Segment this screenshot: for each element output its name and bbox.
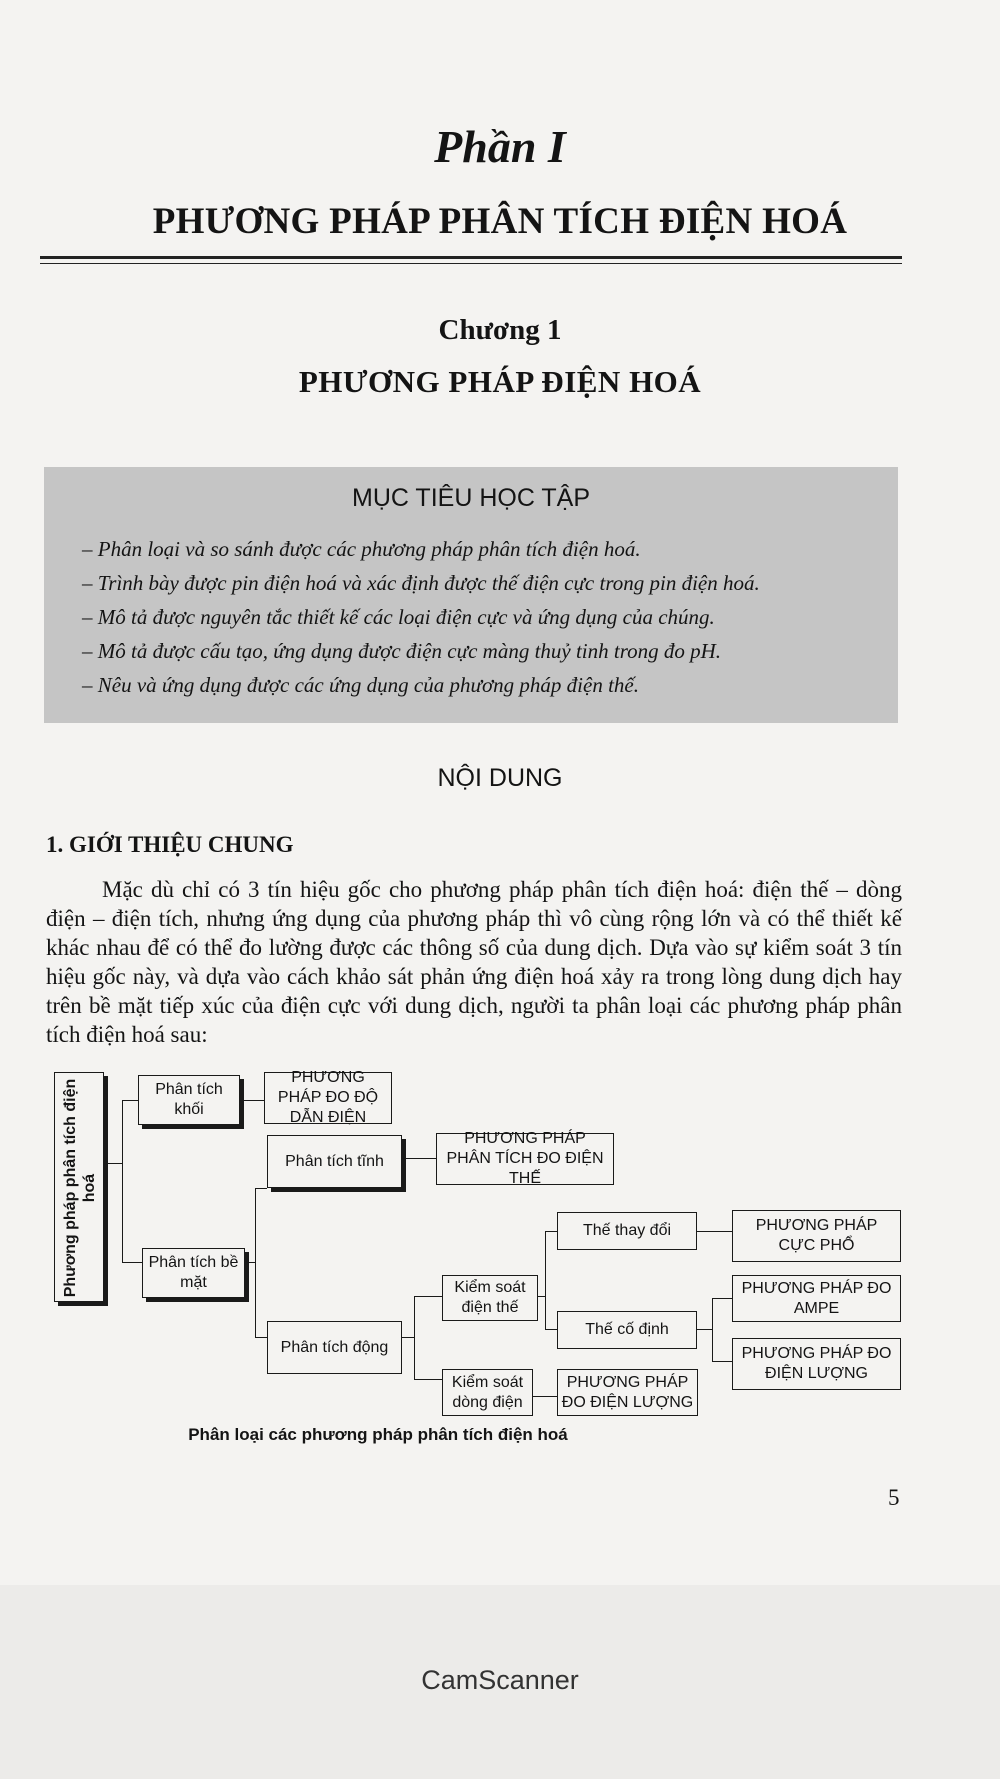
objectives-heading: MỤC TIÊU HỌC TẬP [352, 484, 590, 512]
objective-item: – Phân loại và so sánh được các phương pháp phân tích điện hoá. [82, 537, 641, 561]
connector [712, 1298, 732, 1299]
part-title: PHƯƠNG PHÁP PHÂN TÍCH ĐIỆN HOÁ [152, 201, 848, 242]
connector [545, 1329, 557, 1330]
coulometry-box-right: PHƯƠNG PHÁP ĐO ĐIỆN LƯỢNG [732, 1338, 901, 1390]
connector [414, 1379, 442, 1380]
section-heading: 1. GIỚI THIỆU CHUNG [46, 832, 294, 857]
connector [697, 1231, 732, 1232]
content-heading: NỘI DUNG [437, 764, 563, 792]
amperometry-box: PHƯƠNG PHÁP ĐO AMPE [732, 1275, 901, 1322]
connector [414, 1296, 442, 1297]
objective-item: – Trình bày được pin điện hoá và xác định được thế điện cực trong pin điện hoá. [82, 571, 760, 595]
connector [402, 1158, 436, 1159]
connector [255, 1188, 267, 1189]
diagram-caption: Phân loại các phương pháp phân tích điện hoá [188, 1425, 568, 1444]
connector [255, 1188, 256, 1337]
connector [402, 1337, 414, 1338]
objective-item: – Nêu và ứng dụng được các ứng dụng của phương pháp điện thế. [82, 673, 639, 697]
connector [240, 1100, 264, 1101]
connector [255, 1337, 267, 1338]
potential-control-box: Kiểm soát điện thế [442, 1275, 538, 1321]
part-label: Phần I [434, 121, 566, 172]
surface-analysis-box: Phân tích bề mặt [142, 1248, 245, 1298]
current-control-box: Kiểm soát dòng điện [442, 1369, 533, 1416]
connector [245, 1262, 255, 1263]
objective-item: – Mô tả được cấu tạo, ứng dụng được điện cực màng thuỷ tinh trong đo pH. [82, 639, 722, 663]
intro-paragraph: Mặc dù chỉ có 3 tín hiệu gốc cho phương pháp phân tích điện hoá: điện thế – dòng điện – điện tích, nhưng ứng dụng của phương pháp thì vô cùng rộng lớn và có thể thiết kế khác nhau để có thể đo lường được các thông số của dung dịch. Dựa vào sự kiểm soát 3 tín hiệu gốc này, và dựa vào cách khảo sát phản ứng điện hoá xảy ra trong lòng dung dịch hay trên bề mặt tiếp xúc của điện cực với dung dịch, người ta phân loại các phương pháp phân tích điện hoá sau: [46, 877, 902, 1047]
connector [122, 1100, 123, 1262]
connector [712, 1361, 732, 1362]
connector [533, 1396, 557, 1397]
conductometry-box: PHƯƠNG PHÁP ĐO ĐỘ DẪN ĐIỆN [264, 1072, 392, 1124]
camscanner-watermark: CamScanner [421, 1665, 579, 1695]
fixed-potential-box: Thế cố định [557, 1311, 697, 1349]
chapter-title: PHƯƠNG PHÁP ĐIỆN HOÁ [298, 364, 702, 399]
diagram-root-box [54, 1072, 104, 1302]
connector [697, 1329, 712, 1330]
polarography-box: PHƯƠNG PHÁP CỰC PHỔ [732, 1210, 901, 1262]
connector [414, 1296, 415, 1379]
diagram-root-label: Phương pháp phân tích điện hoá [62, 1078, 98, 1298]
potentiometry-box: PHƯƠNG PHÁP PHÂN TÍCH ĐO ĐIỆN THẾ [436, 1133, 614, 1185]
page-number: 5 [888, 1485, 900, 1510]
static-analysis-box: Phân tích tĩnh [267, 1135, 402, 1188]
variable-potential-box: Thế thay đổi [557, 1212, 697, 1250]
coulometry-box-left: PHƯƠNG PHÁP ĐO ĐIỆN LƯỢNG [557, 1369, 698, 1416]
connector [106, 1163, 122, 1164]
connector [538, 1296, 545, 1297]
connector [545, 1231, 546, 1329]
chapter-label: Chương 1 [438, 314, 562, 346]
objective-item: – Mô tả được nguyên tắc thiết kế các loại điện cực và ứng dụng của chúng. [82, 605, 715, 629]
bulk-analysis-box: Phân tích khối [138, 1075, 240, 1125]
connector [122, 1100, 138, 1101]
dynamic-analysis-box: Phân tích động [267, 1321, 402, 1374]
connector [712, 1298, 713, 1361]
connector [545, 1231, 557, 1232]
